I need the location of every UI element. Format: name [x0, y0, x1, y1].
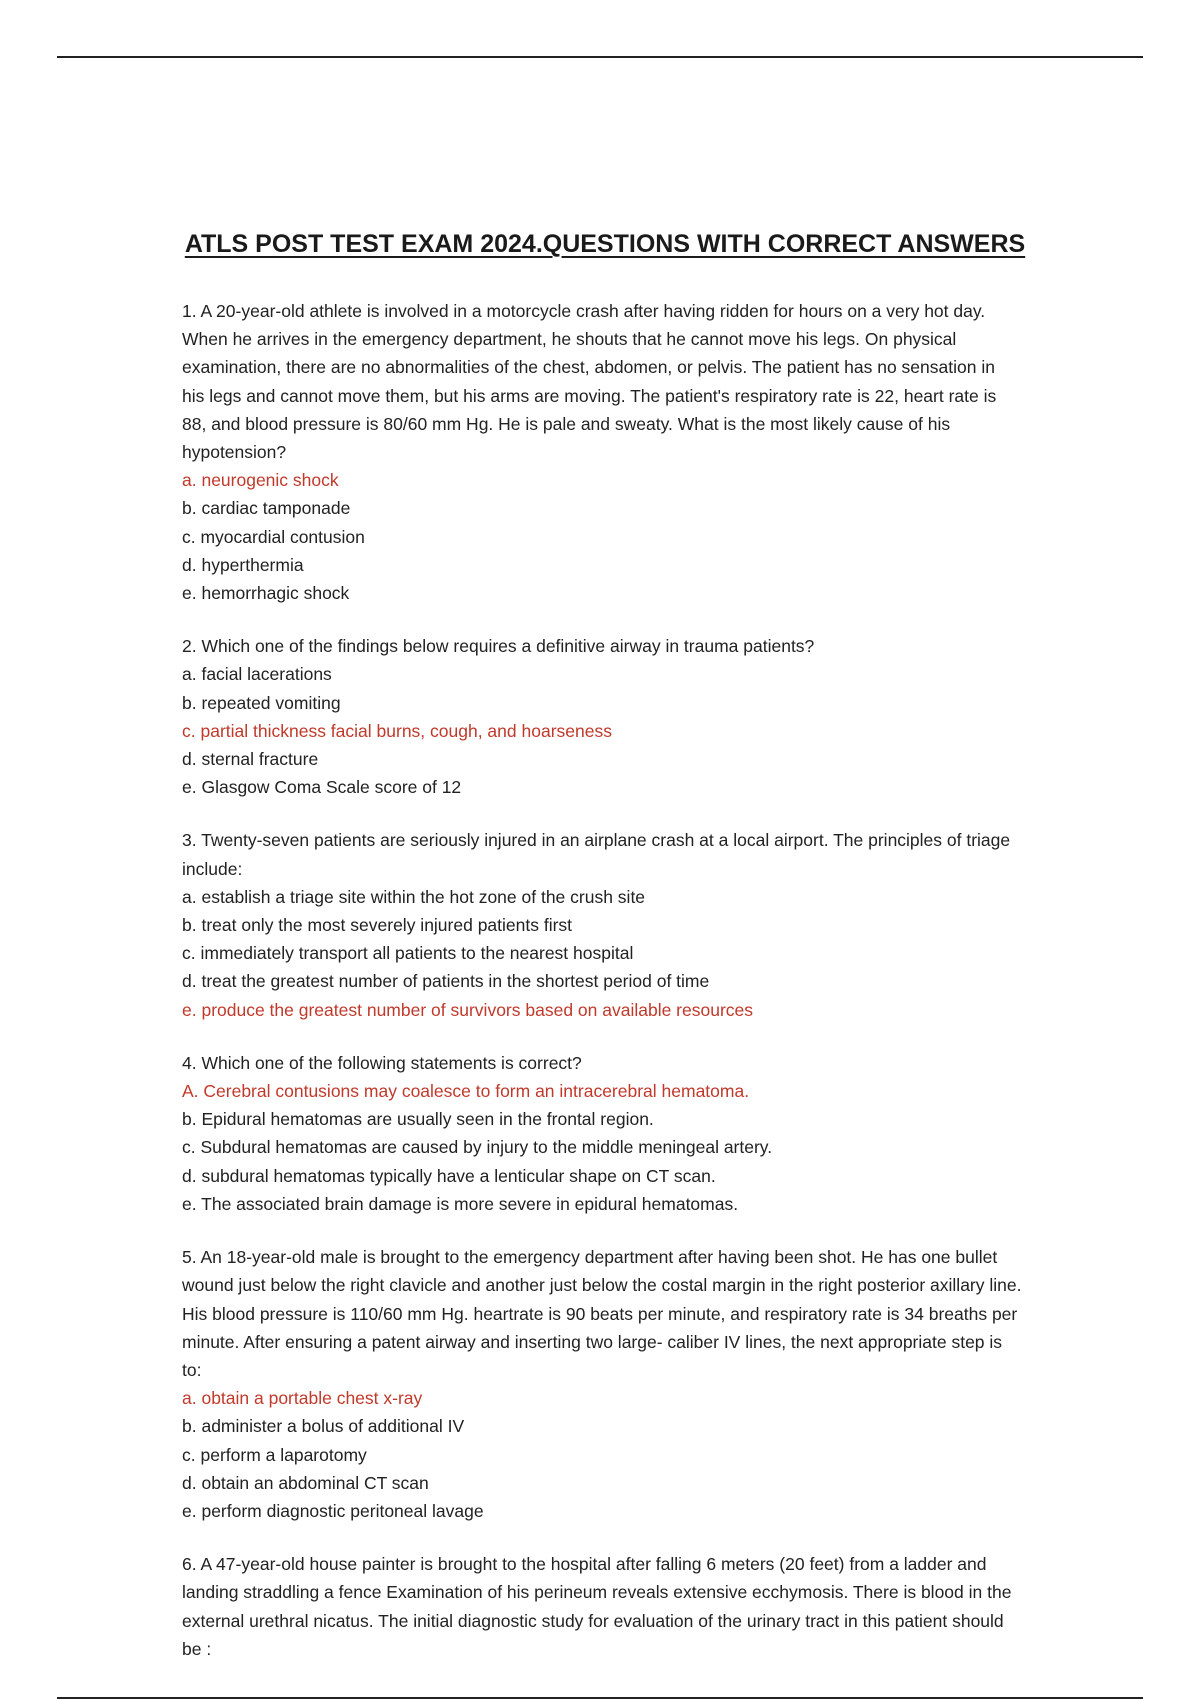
answer-option: c. Subdural hematomas are caused by injury to the middle meningeal artery. — [182, 1137, 773, 1158]
question-stem: 5. An 18-year-old male is brought to the emergency department after having been shot. He has one bullet wound just below the right clavicle and another just below the costal margin in the right posterior axillary line. His blood pressure is 110/60 mm Hg. heartrate is 90 beats per minute, and respiratory rate is 34 breaths per minute. After ensuring a patent airway and inserting two large- caliber IV lines, the next appropriate step is to: — [182, 1247, 1022, 1380]
answer-option: d. subdural hematomas typically have a lenticular shape on CT scan. — [182, 1165, 716, 1186]
answer-option: d. treat the greatest number of patients in the shortest period of time — [182, 971, 710, 992]
page-title: ATLS POST TEST EXAM 2024.QUESTIONS WITH CORRECT ANSWERS — [184, 230, 1026, 258]
answer-option: d. obtain an abdominal CT scan — [182, 1472, 429, 1493]
question-4 — [182, 1049, 1022, 1218]
answer-option: c. myocardial contusion — [182, 526, 365, 547]
question-stem: 6. A 47-year-old house painter is brought to the hospital after falling 6 meters (20 feet) from a ladder and landing straddling a fence Examination of his perineum reveals extensive ecchymosis. There is blood in the external urethral nicatus. The initial diagnostic study for evaluation of the urinary tract in this patient should be : — [182, 1554, 1012, 1659]
correct-answer-option: a. neurogenic shock — [182, 470, 339, 491]
correct-answer-option: c. partial thickness facial burns, cough, and hoarseness — [182, 720, 612, 741]
answer-options — [182, 660, 1022, 801]
correct-answer-option: a. obtain a portable chest x-ray — [182, 1388, 423, 1409]
question-5 — [182, 1243, 1022, 1525]
correct-answer-option: e. produce the greatest number of survivors based on available resources — [182, 999, 754, 1020]
question-6 — [182, 1550, 1022, 1663]
question-stem: 4. Which one of the following statements is correct? — [182, 1052, 582, 1073]
answer-option: c. immediately transport all patients to the nearest hospital — [182, 943, 634, 964]
question-stem: 1. A 20-year-old athlete is involved in a motorcycle crash after having ridden for hours on a very hot day. When he arrives in the emergency department, he shouts that he cannot move his legs. On physical examination, there are no abnormalities of the chest, abdomen, or pelvis. The patient has no sensation in his legs and cannot move them, but his arms are moving. The patient's respiratory rate is 22, heart rate is 88, and blood pressure is 80/60 mm Hg. He is pale and sweaty. What is the most likely cause of his hypotension? — [182, 301, 997, 463]
answer-option: d. sternal fracture — [182, 749, 319, 770]
answer-option: a. facial lacerations — [182, 664, 332, 685]
answer-option: b. administer a bolus of additional IV — [182, 1416, 465, 1437]
answer-option: b. repeated vomiting — [182, 692, 341, 713]
answer-option: b. Epidural hematomas are usually seen in the frontal region. — [182, 1109, 654, 1130]
answer-option: b. treat only the most severely injured patients first — [182, 915, 573, 936]
question-2 — [182, 632, 1022, 801]
answer-option: e. Glasgow Coma Scale score of 12 — [182, 777, 462, 798]
question-stem: 3. Twenty-seven patients are seriously injured in an airplane crash at a local airport. The principles of triage include: — [182, 830, 1011, 879]
bottom-rule — [57, 1697, 1143, 1699]
question-3 — [182, 826, 1022, 1023]
answer-option: e. hemorrhagic shock — [182, 583, 350, 604]
question-stem: 2. Which one of the findings below requires a definitive airway in trauma patients? — [182, 636, 815, 657]
answer-option: c. perform a laparotomy — [182, 1444, 367, 1465]
question-1 — [182, 297, 1022, 607]
answer-options — [182, 883, 1022, 1024]
answer-option: e. The associated brain damage is more severe in epidural hematomas. — [182, 1193, 739, 1214]
answer-options — [182, 1384, 1022, 1525]
top-rule — [57, 56, 1143, 58]
answer-options — [182, 466, 1022, 607]
answer-option: b. cardiac tamponade — [182, 498, 351, 519]
answer-option: a. establish a triage site within the hot zone of the crush site — [182, 886, 646, 907]
answer-option: e. perform diagnostic peritoneal lavage — [182, 1500, 484, 1521]
answer-options — [182, 1077, 1022, 1218]
question-list — [182, 297, 1022, 1688]
correct-answer-option: A. Cerebral contusions may coalesce to form an intracerebral hematoma. — [182, 1081, 750, 1102]
answer-option: d. hyperthermia — [182, 554, 304, 575]
